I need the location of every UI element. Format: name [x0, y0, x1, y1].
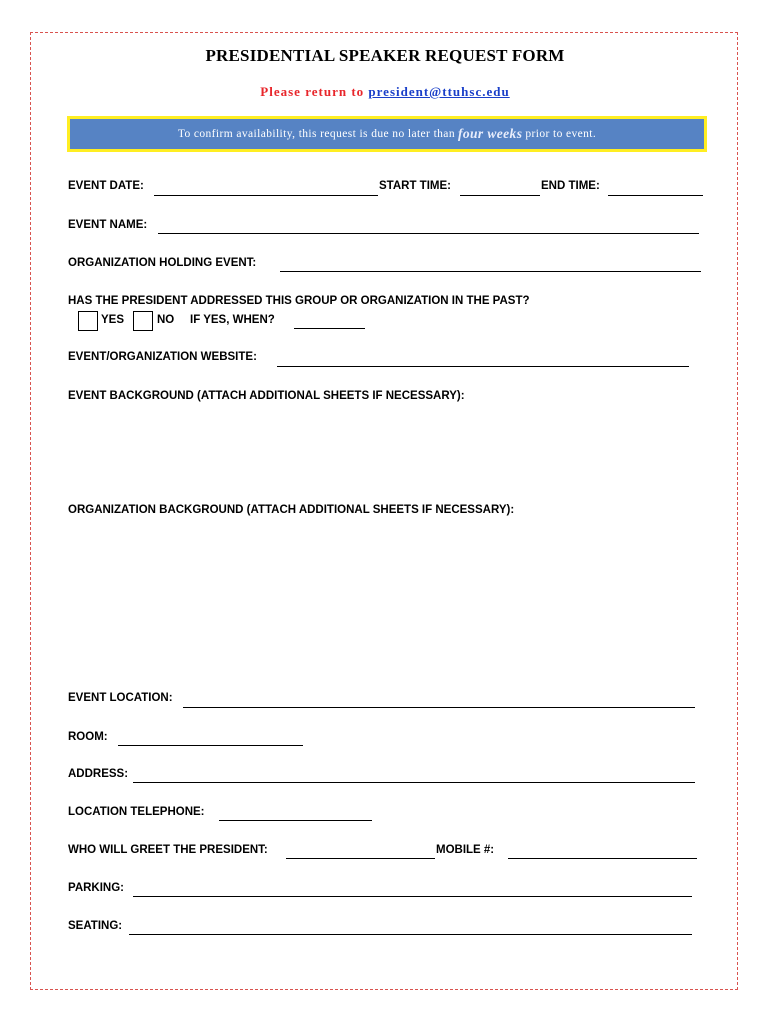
website-label: EVENT/ORGANIZATION WEBSITE: — [68, 351, 257, 363]
yes-checkbox[interactable] — [78, 311, 98, 331]
yes-label: YES — [101, 314, 125, 326]
location-telephone-label: LOCATION TELEPHONE: — [68, 806, 205, 818]
event-background-area[interactable] — [68, 408, 704, 498]
organization-background-area[interactable] — [68, 522, 704, 687]
if-yes-when-label: IF YES, WHEN? — [190, 314, 275, 326]
mobile-label: MOBILE #: — [436, 844, 495, 856]
organization-background-label: ORGANIZATION BACKGROUND (ATTACH ADDITIONAL SHEETS IF NECESSARY): — [68, 504, 515, 516]
event-date-label: EVENT DATE: — [68, 180, 144, 192]
room-label: ROOM: — [68, 731, 108, 743]
parking-field[interactable] — [133, 896, 692, 897]
deadline-banner — [67, 116, 707, 152]
return-prefix: Please return to — [260, 84, 365, 99]
mobile-field[interactable] — [508, 858, 697, 859]
seating-label: SEATING: — [68, 920, 123, 932]
email-link[interactable]: president@ttuhsc.edu — [368, 84, 510, 99]
organization-holding-field[interactable] — [280, 271, 701, 272]
address-field[interactable] — [133, 782, 695, 783]
no-checkbox[interactable] — [133, 311, 153, 331]
event-location-field[interactable] — [183, 707, 695, 708]
banner-text-after: prior to event. — [525, 128, 597, 140]
event-date-field[interactable] — [154, 195, 378, 196]
greeter-label: WHO WILL GREET THE PRESIDENT: — [68, 844, 268, 856]
event-name-label: EVENT NAME: — [68, 219, 148, 231]
if-yes-when-field[interactable] — [294, 328, 365, 329]
event-background-label: EVENT BACKGROUND (ATTACH ADDITIONAL SHEETS IF NECESSARY): — [68, 390, 465, 402]
seating-field[interactable] — [129, 934, 692, 935]
addressed-question-label: HAS THE PRESIDENT ADDRESSED THIS GROUP OR ORGANIZATION IN THE PAST? — [68, 295, 530, 307]
event-name-field[interactable] — [158, 233, 699, 234]
room-field[interactable] — [118, 745, 303, 746]
end-time-field[interactable] — [608, 195, 703, 196]
start-time-field[interactable] — [460, 195, 540, 196]
no-label: NO — [157, 314, 175, 326]
end-time-label: END TIME: — [541, 180, 600, 192]
banner-text-before: To confirm availability, this request is due no later than — [177, 128, 455, 140]
greeter-field[interactable] — [286, 858, 435, 859]
event-location-label: EVENT LOCATION: — [68, 692, 173, 704]
location-telephone-field[interactable] — [219, 820, 372, 821]
website-field[interactable] — [277, 366, 689, 367]
start-time-label: START TIME: — [379, 180, 451, 192]
form-title: PRESIDENTIAL SPEAKER REQUEST FORM — [205, 46, 565, 65]
banner-emphasis: four weeks — [457, 126, 523, 141]
parking-label: PARKING: — [68, 882, 125, 894]
return-instructions — [0, 84, 770, 100]
address-label: ADDRESS: — [68, 768, 129, 780]
organization-holding-label: ORGANIZATION HOLDING EVENT: — [68, 257, 257, 269]
